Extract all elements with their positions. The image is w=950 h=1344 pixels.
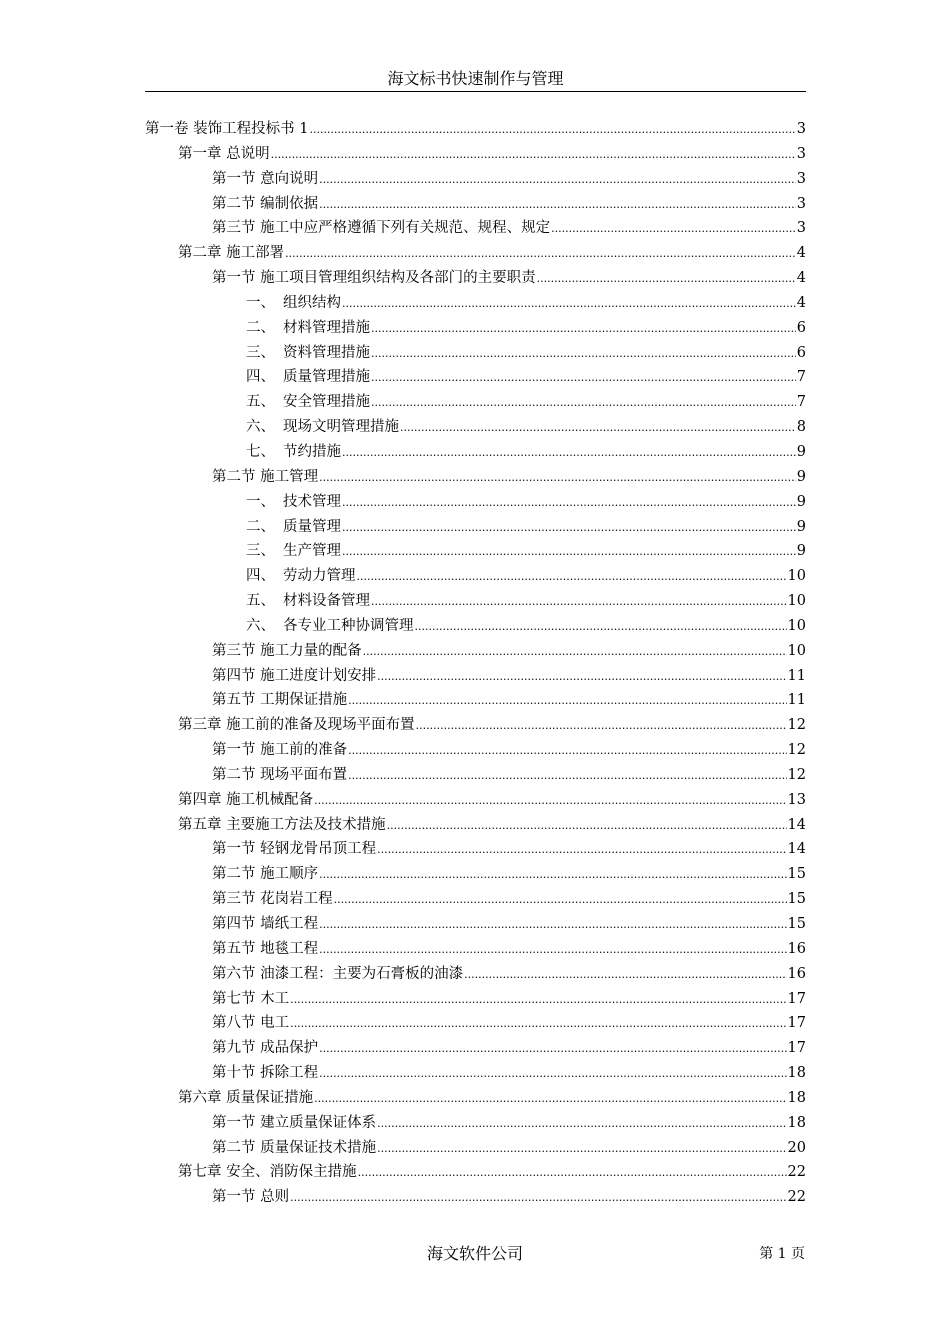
toc-entry-text: 资料管理措施 [283,344,370,361]
toc-entry-label [212,937,318,962]
toc-dot-leader [290,1185,786,1211]
toc-entry-page: 9 [796,493,806,510]
toc-entry-page: 9 [796,543,806,560]
toc-dot-leader [357,564,787,590]
toc-entry[interactable] [145,465,806,490]
toc-entry-label [246,589,370,614]
toc-entry[interactable] [145,887,806,912]
toc-entry-label [178,241,284,266]
toc-entry-label [246,614,414,639]
toc-entry-text: 第五节 工期保证措施 [212,692,348,709]
toc-dot-leader [348,763,786,789]
toc-entry-text: 第一节 总则 [212,1189,290,1206]
toc-dot-leader [371,316,796,342]
toc-entry-label [212,887,333,912]
toc-entry[interactable] [145,912,806,937]
toc-entry-page: 4 [796,245,806,262]
toc-entry-text: 第一节 施工前的准备 [212,742,348,759]
toc-entry[interactable] [145,937,806,962]
toc-entry[interactable] [145,738,806,763]
toc-dot-leader [371,365,796,391]
toc-entry-label [212,1061,318,1086]
toc-entry-text: 第四节 施工进度计划安排 [212,667,377,684]
toc-entry-label [178,1160,357,1185]
toc-dot-leader [415,614,787,640]
toc-entry-label [212,837,376,862]
toc-dot-leader [342,539,796,565]
toc-entry-text: 质量管理措施 [283,369,370,386]
toc-entry-text: 技术管理 [283,493,341,510]
toc-entry-page: 15 [787,916,806,932]
toc-entry-text: 第二节 施工顺序 [212,866,319,883]
toc-entry-page: 11 [787,692,806,709]
toc-entry-page: 18 [787,1114,806,1131]
toc-entry-page: 12 [787,742,806,759]
toc-entry-label [178,1086,313,1111]
toc-entry[interactable] [145,490,806,515]
toc-dot-leader [464,962,786,988]
toc-entry-text: 生产管理 [283,543,341,560]
toc-entry[interactable] [145,1136,806,1161]
toc-entry-page: 14 [787,841,806,858]
toc-dot-leader [416,713,787,739]
toc-entry[interactable] [145,962,806,987]
toc-entry-page: 18 [787,1089,806,1106]
toc-entry[interactable] [145,539,806,564]
toc-entry-label [246,415,399,440]
toc-entry-label [178,788,313,813]
toc-entry-label [212,738,347,763]
toc-entry[interactable] [145,1061,806,1086]
toc-entry-text: 第二章 施工部署 [178,245,285,262]
toc-entry-label [212,862,318,887]
toc-entry-number: 一、 [246,294,275,311]
toc-entry-label [212,639,362,664]
toc-entry[interactable] [145,1111,806,1136]
toc-dot-leader [387,813,787,839]
toc-entry[interactable] [145,117,806,142]
toc-entry-number: 四、 [246,568,275,585]
toc-entry-label [212,1185,289,1210]
footer-company: 海文软件公司 [426,1244,523,1263]
toc-entry-label [246,564,356,589]
toc-dot-leader [377,1111,786,1137]
toc-entry-label [212,912,318,937]
toc-entry-text: 组织结构 [283,294,341,311]
toc-entry-text: 第二节 质量保证技术措施 [212,1139,377,1156]
toc-dot-leader [319,912,786,938]
toc-entry-label [212,1136,376,1161]
toc-entry[interactable] [145,1160,806,1185]
toc-entry-label [212,987,289,1012]
toc-dot-leader [342,291,796,317]
toc-entry-page: 17 [787,1040,806,1057]
toc-entry-text: 第三章 施工前的准备及现场平面布置 [178,717,415,734]
toc-dot-leader [319,1061,786,1087]
toc-dot-leader [319,937,786,963]
toc-entry-text: 第九节 成品保护 [212,1040,319,1057]
toc-dot-leader [334,887,787,913]
toc-entry-text: 质量管理 [283,518,341,535]
toc-dot-leader [377,664,786,690]
toc-dot-leader [319,465,796,491]
toc-entry-label [178,713,415,738]
toc-entry-page: 3 [796,195,806,212]
toc-entry[interactable] [145,341,806,366]
toc-entry-text: 第七节 木工 [212,990,290,1007]
toc-entry[interactable] [145,862,806,887]
toc-entry-label [212,1111,376,1136]
toc-entry-number: 一、 [246,493,275,510]
toc-entry-text: 第一节 建立质量保证体系 [212,1114,377,1131]
toc-dot-leader [319,167,796,193]
toc-entry-label [212,192,318,217]
toc-entry[interactable] [145,266,806,291]
toc-entry[interactable] [145,390,806,415]
toc-entry-text: 第四章 施工机械配备 [178,791,314,808]
toc-entry-text: 第一节 意向说明 [212,170,319,187]
toc-dot-leader [319,192,796,218]
toc-entry[interactable] [145,763,806,788]
toc-dot-leader [319,862,786,888]
toc-entry-page: 6 [796,344,806,361]
toc-entry-text: 安全管理措施 [283,394,370,411]
toc-entry-number: 七、 [246,443,275,460]
toc-entry-label [145,117,308,142]
toc-entry-label [246,515,341,540]
toc-entry-text: 材料设备管理 [283,593,370,610]
toc-dot-leader [371,589,787,615]
toc-entry-label [178,142,270,167]
toc-entry[interactable] [145,813,806,838]
toc-entry-label [246,341,370,366]
toc-entry-number: 二、 [246,319,275,336]
toc-entry[interactable] [145,688,806,713]
toc-entry-page: 14 [787,816,806,833]
toc-entry-label [212,1011,289,1036]
toc-entry[interactable] [145,316,806,341]
header-divider [145,91,806,92]
toc-entry-label [212,763,347,788]
toc-entry-label [212,664,376,689]
toc-dot-leader [314,788,786,814]
toc-entry-page: 9 [796,518,806,535]
page-header-title: 海文标书快速制作与管理 [387,69,564,88]
toc-entry-text: 第三节 施工中应严格遵循下列有关规范、规程、规定 [212,220,551,237]
toc-dot-leader [309,117,795,143]
toc-entry[interactable] [145,440,806,465]
toc-entry-text: 第一节 轻钢龙骨吊顶工程 [212,841,377,858]
toc-entry-number: 四、 [246,369,275,386]
toc-entry-page: 4 [796,294,806,311]
toc-entry-label [246,291,341,316]
toc-entry-page: 10 [787,617,806,634]
toc-entry-label [246,490,341,515]
toc-entry-label [246,539,341,564]
toc-entry-number: 三、 [246,543,275,560]
toc-entry[interactable] [145,1086,806,1111]
toc-entry-label [246,440,341,465]
toc-entry[interactable] [145,987,806,1012]
toc-entry-number: 六、 [246,419,275,436]
toc-entry-number: 五、 [246,394,275,411]
toc-entry[interactable] [145,241,806,266]
toc-entry-page: 7 [796,394,806,411]
toc-entry-label [246,390,370,415]
toc-entry-page: 12 [787,766,806,783]
toc-dot-leader [342,515,796,541]
toc-entry[interactable] [145,664,806,689]
toc-entry-text: 第七章 安全、消防保主措施 [178,1164,357,1181]
toc-entry-label [212,1036,318,1061]
toc-entry[interactable] [145,713,806,738]
toc-entry-label [246,365,370,390]
toc-dot-leader [358,1160,787,1186]
toc-dot-leader [348,738,786,764]
toc-entry-text: 材料管理措施 [283,319,370,336]
toc-entry[interactable] [145,837,806,862]
toc-entry-page: 7 [796,369,806,386]
toc-entry-text: 现场文明管理措施 [283,419,399,436]
toc-entry[interactable] [145,1185,806,1210]
toc-dot-leader [342,440,796,466]
toc-entry-page: 13 [787,791,806,808]
toc-entry-page: 4 [796,270,806,287]
toc-entry-text: 第六章 质量保证措施 [178,1089,314,1106]
toc-entry-number: 二、 [246,518,275,535]
toc-entry-number: 五、 [246,593,275,610]
toc-entry-page: 12 [787,717,806,734]
toc-entry-label [212,266,536,291]
toc-entry-text: 节约措施 [283,443,341,460]
toc-entry-text: 第十节 拆除工程 [212,1065,319,1082]
toc-entry-page: 3 [796,220,806,237]
toc-entry-text: 第五节 地毯工程 [212,940,319,957]
toc-entry-label [212,962,463,987]
toc-entry-page: 9 [796,468,806,485]
toc-dot-leader [371,390,796,416]
toc-entry-text: 第一节 施工项目管理组织结构及各部门的主要职责 [212,270,536,287]
toc-entry-page: 15 [787,891,806,908]
toc-dot-leader [319,1036,786,1062]
toc-entry-text: 第六节 油漆工程：主要为石膏板的油漆 [212,965,464,982]
toc-entry-page: 20 [787,1139,806,1156]
toc-entry-page: 8 [796,419,806,436]
toc-entry-page: 17 [787,990,806,1007]
toc-entry-text: 第四节 墙纸工程 [212,916,319,932]
toc-entry[interactable] [145,788,806,813]
toc-entry[interactable] [145,291,806,316]
toc-entry[interactable] [145,365,806,390]
toc-entry[interactable] [145,167,806,192]
toc-entry[interactable] [145,1011,806,1036]
toc-dot-leader [290,1011,786,1037]
toc-entry-page: 3 [796,145,806,162]
toc-dot-leader [271,142,796,168]
toc-dot-leader [537,266,796,292]
toc-entry-page: 17 [787,1015,806,1032]
toc-dot-leader [371,341,796,367]
toc-entry-page: 22 [787,1164,806,1181]
toc-entry-text: 第五章 主要施工方法及技术措施 [178,816,386,833]
toc-entry-number: 三、 [246,344,275,361]
toc-dot-leader [285,241,796,267]
toc-entry[interactable] [145,1036,806,1061]
toc-entry-label [212,167,318,192]
toc-entry-text: 第三节 花岗岩工程 [212,891,333,908]
toc-entry-page: 3 [796,121,806,137]
toc-entry[interactable] [145,564,806,589]
toc-entry-label [212,465,318,490]
toc-entry-page: 9 [796,443,806,460]
toc-entry-label [212,216,550,241]
toc-entry-text: 第二节 施工管理 [212,468,319,485]
toc-entry-page: 10 [787,593,806,610]
toc-entry-page: 10 [787,642,806,659]
toc-entry-page: 11 [787,667,806,684]
toc-dot-leader [348,688,786,714]
toc-entry-page: 16 [787,940,806,957]
toc-entry[interactable] [145,216,806,241]
toc-entry-label [246,316,370,341]
toc-dot-leader [377,837,786,863]
toc-entry-label [178,813,386,838]
toc-entry[interactable] [145,515,806,540]
toc-entry-number: 六、 [246,617,275,634]
toc-entry-text: 第八节 电工 [212,1015,290,1032]
toc-dot-leader [377,1136,786,1162]
toc-entry-text: 第一章 总说明 [178,145,270,162]
toc-entry[interactable] [145,639,806,664]
toc-entry-text: 第三节 施工力量的配备 [212,642,362,659]
toc-entry[interactable] [145,142,806,167]
toc-entry-label [212,688,347,713]
toc-entry-page: 16 [787,965,806,982]
toc-entry-text: 第二节 编制依据 [212,195,319,212]
toc-entry-page: 18 [787,1065,806,1082]
toc-entry-page: 3 [796,170,806,187]
toc-dot-leader [290,987,786,1013]
footer-page-number: 第 1 页 [759,1246,805,1262]
toc-dot-leader [342,490,796,516]
toc-entry-text: 第一卷 装饰工程投标书 1 [145,121,309,137]
toc-dot-leader [400,415,796,441]
toc-entry-page: 15 [787,866,806,883]
toc-entry[interactable] [145,192,806,217]
toc-entry-page: 10 [787,568,806,585]
toc-entry-text: 各专业工种协调管理 [283,617,414,634]
toc-dot-leader [363,639,787,665]
toc-entry[interactable] [145,415,806,440]
toc-dot-leader [314,1086,786,1112]
toc-entry-text: 第二节 现场平面布置 [212,766,348,783]
table-of-contents [145,117,806,1210]
toc-entry[interactable] [145,614,806,639]
toc-entry-text: 劳动力管理 [283,568,356,585]
toc-entry-page: 22 [787,1189,806,1206]
toc-entry-page: 6 [796,319,806,336]
toc-dot-leader [551,216,796,242]
toc-entry[interactable] [145,589,806,614]
